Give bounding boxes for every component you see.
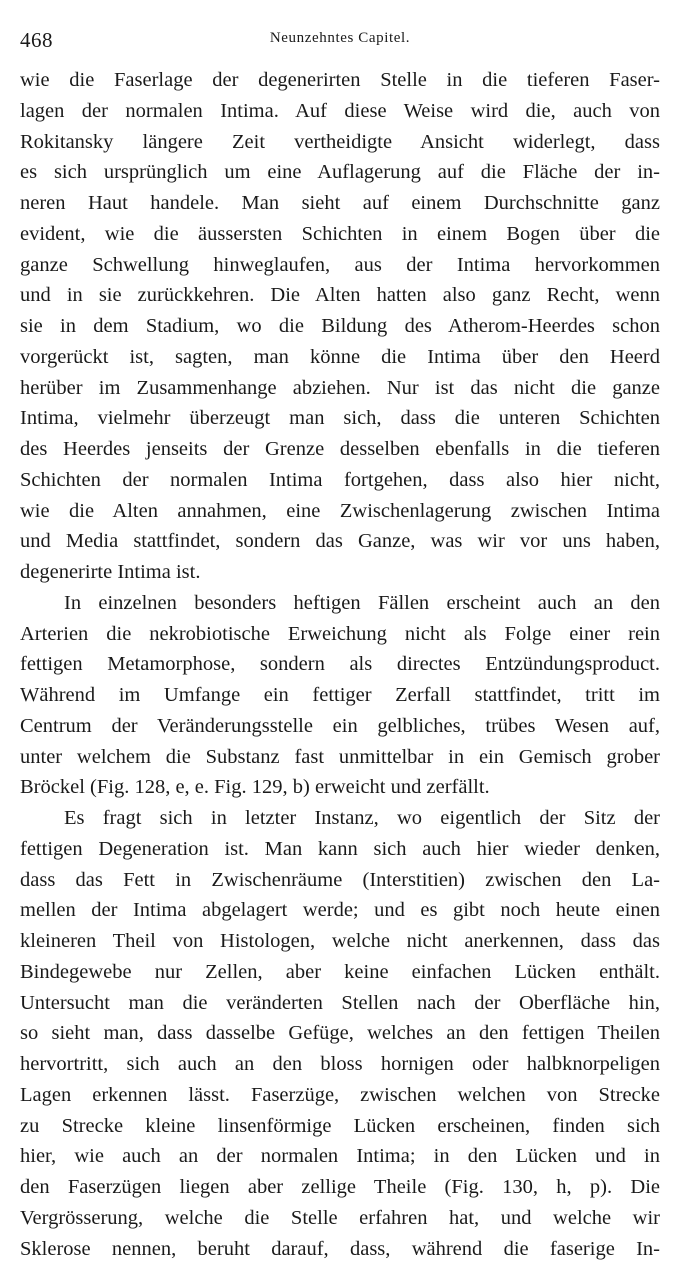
text-line: und in sie zurückkehren. Die Alten hatten also ganz Recht, wenn xyxy=(20,280,660,311)
text-line: wie die Alten annahmen, eine Zwischenlagerung zwischen Intima xyxy=(20,496,660,527)
text-line: so sieht man, dass dasselbe Gefüge, welches an den fettigen Theilen xyxy=(20,1018,660,1049)
text-line: Lagen erkennen lässt. Faserzüge, zwischen welchen von Strecke xyxy=(20,1080,660,1111)
text-line: evident, wie die äussersten Schichten in einem Bogen über die xyxy=(20,219,660,250)
text-line: unter welchem die Substanz fast unmittelbar in ein Gemisch grober xyxy=(20,742,660,773)
text-line: Schichten der normalen Intima fortgehen, dass also hier nicht, xyxy=(20,465,660,496)
text-line: vorgerückt ist, sagten, man könne die Intima über den Heerd xyxy=(20,342,660,373)
text-line: Intima, vielmehr überzeugt man sich, dass die unteren Schichten xyxy=(20,403,660,434)
text-line: des Heerdes jenseits der Grenze desselben ebenfalls in die tieferen xyxy=(20,434,660,465)
text-line: dass das Fett in Zwischenräume (Interstitien) zwischen den La- xyxy=(20,865,660,896)
text-line: fettigen Metamorphose, sondern als directes Entzündungsproduct. xyxy=(20,649,660,680)
text-line: sie in dem Stadium, wo die Bildung des Atherom-Heerdes schon xyxy=(20,311,660,342)
text-line: es sich ursprünglich um eine Auflagerung auf die Fläche der in- xyxy=(20,157,660,188)
text-line: Vergrösserung, welche die Stelle erfahren hat, und welche wir xyxy=(20,1203,660,1234)
text-line-paragraph-start: In einzelnen besonders heftigen Fällen erscheint auch an den xyxy=(20,588,660,619)
text-line: mellen der Intima abgelagert werde; und es gibt noch heute einen xyxy=(20,895,660,926)
page-number: 468 xyxy=(20,28,53,53)
text-line-paragraph-end: degenerirte Intima ist. xyxy=(20,557,660,588)
text-line-paragraph-end: Bröckel (Fig. 128, e, e. Fig. 129, b) erweicht und zerfällt. xyxy=(20,772,660,803)
text-line: Arterien die nekrobiotische Erweichung nicht als Folge einer rein xyxy=(20,619,660,650)
running-head: Neunzehntes Capitel. xyxy=(20,30,660,47)
text-line: Bindegewebe nur Zellen, aber keine einfachen Lücken enthält. xyxy=(20,957,660,988)
text-line: herüber im Zusammenhange abziehen. Nur ist das nicht die ganze xyxy=(20,373,660,404)
page-header xyxy=(20,28,660,58)
text-line: Sklerose nennen, beruht darauf, dass, während die faserige In- xyxy=(20,1234,660,1264)
text-line: lagen der normalen Intima. Auf diese Weise wird die, auch von xyxy=(20,96,660,127)
text-line: hervortritt, sich auch an den bloss hornigen oder halbknorpeligen xyxy=(20,1049,660,1080)
text-line: den Faserzügen liegen aber zellige Theile (Fig. 130, h, p). Die xyxy=(20,1172,660,1203)
text-line: Rokitansky längere Zeit vertheidigte Ansicht widerlegt, dass xyxy=(20,127,660,158)
text-line: ganze Schwellung hinweglaufen, aus der Intima hervorkommen xyxy=(20,250,660,281)
text-line: Untersucht man die veränderten Stellen nach der Oberfläche hin, xyxy=(20,988,660,1019)
text-line: Während im Umfange ein fettiger Zerfall stattfindet, tritt im xyxy=(20,680,660,711)
text-line: hier, wie auch an der normalen Intima; in den Lücken und in xyxy=(20,1141,660,1172)
text-line: neren Haut handele. Man sieht auf einem Durchschnitte ganz xyxy=(20,188,660,219)
text-line: fettigen Degeneration ist. Man kann sich auch hier wieder denken, xyxy=(20,834,660,865)
text-line: wie die Faserlage der degenerirten Stelle in die tieferen Faser- xyxy=(20,65,660,96)
text-line: und Media stattfindet, sondern das Ganze, was wir vor uns haben, xyxy=(20,526,660,557)
text-line: zu Strecke kleine linsenförmige Lücken erscheinen, finden sich xyxy=(20,1111,660,1142)
text-line: kleineren Theil von Histologen, welche nicht anerkennen, dass das xyxy=(20,926,660,957)
text-line: Centrum der Veränderungsstelle ein gelbliches, trübes Wesen auf, xyxy=(20,711,660,742)
text-line-paragraph-start: Es fragt sich in letzter Instanz, wo eigentlich der Sitz der xyxy=(20,803,660,834)
body-text xyxy=(20,65,660,1264)
